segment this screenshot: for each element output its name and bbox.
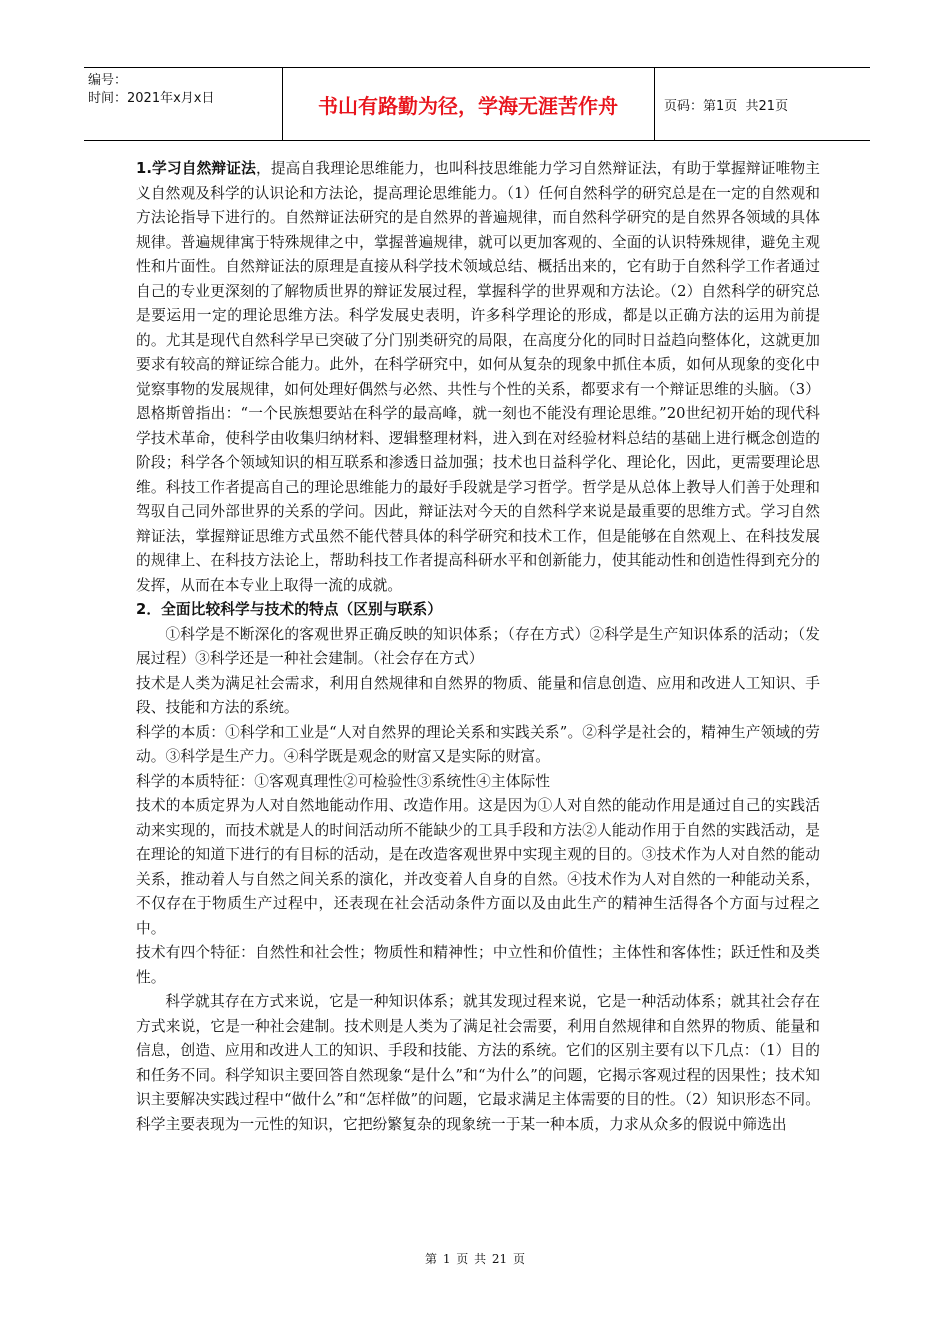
header-motto: 书山有路勤为径，学海无涯苦作舟 [318,93,618,118]
section-heading [136,598,820,623]
paragraph: 科学就其存在方式来说，它是一种知识体系；就其发现过程来说，它是一种活动体系；就其社会存在方式来说，它是一种社会建制。技术则是人类为了满足社会需要，利用自然规律和自然界的物质、能量和信息，创造、应用和改进人工的知识、手段和技能、方法的系统。它们的区别主要有以下几点：（1）目的和任务不同。科学知识主要回答自然现象“是什么”和“为什么”的问题，它揭示客观过程的因果性；技术知识主要解决实践过程中“做什么”和“怎样做”的问题，它最求满足主体需要的目的性。（2）知识形态不同。科学主要表现为一元性的知识，它把纷繁复杂的现象统一于某一种本质，力求从众多的假说中筛选出 [136,993,820,1133]
page-footer: 第 1 页 共 21 页 [425,1252,525,1266]
number-label: 编号： [88,73,128,88]
header-meta [88,72,214,108]
paragraph [136,157,820,598]
header-divider [654,68,655,140]
document-body [136,157,820,1137]
paragraph: 技术有四个特征：自然性和社会性；物质性和精神性；中立性和价值性；主体性和客体性；跃迁性和及类性。 [136,944,820,986]
section-heading: 1.学习自然辩证法 [136,160,256,177]
paragraph: 科学的本质特征：①客观真理性②可检验性③系统性④主体际性 [136,772,551,790]
document-header [84,67,870,141]
paragraph: 技术的本质定界为人对自然地能动作用、改造作用。这是因为①人对自然的能动作用是通过自己的实践活动来实现的，而技术就是人的时间活动所不能缺少的工具手段和方法②人能动作用于自然的实践活动，是在理论的知道下进行的有目标的活动，是在改造客观世界中实现主观的目的。③技术作为人对自然的能动关系，推动着人与自然之间关系的演化，并改变着人自身的自然。④技术作为人对自然的一种能动关系，不仅存在于物质生产过程中，还表现在社会活动条件方面以及由此生产的精神生活得各个方面与过程之中。 [136,797,820,937]
header-page-info: 页码：第1页 共21页 [664,98,789,114]
paragraph: 技术是人类为满足社会需求，利用自然规律和自然界的物质、能量和信息创造、应用和改进人工知识、手段、技能和方法的系统。 [136,674,820,716]
paragraph-text: ，提高自我理论思维能力，也叫科技思维能力学习自然辩证法，有助于掌握辩证唯物主义自然观及科学的认识论和方法论，提高理论思维能力。（1）任何自然科学的研究总是在一定的自然观和方法论指导下进行的。自然辩证法研究的是自然界的普遍规律，而自然科学研究的是自然界各领域的具体规律。普遍规律寓于特殊规律之中，掌握普遍规律，就可以更加客观的、全面的认识特殊规律，避免主观性和片面性。自然辩证法的原理是直接从科学技术领域总结、概括出来的，它有助于自然科学工作者通过自己的专业更深刻的了解物质世界的辩证发展过程，掌握科学的世界观和方法论。（2）自然科学的研究总是要运用一定的理论思维方法。科学发展史表明，许多科学理论的形成，都是以正确方法的运用为前提的。尤其是现代自然科学早已突破了分门别类研究的局限，在高度分化的同时日益趋向整体化，这就更加要求有较高的辩证综合能力。此外，在科学研究中，如何从复杂的现象中抓住本质，如何从现象的变化中觉察事物的发展规律，如何处理好偶然与必然、共性与个性的关系，都要求有一个辩证思维的头脑。（3）恩格斯曾指出：“一个民族想要站在科学的最高峰，就一刻也不能没有理论思维。”20世纪初开始的现代科学技术革命，使科学由收集归纳材料、逻辑整理材料，进入到在对经验材料总结的基础上进行概念创造的阶段；科学各个领域知识的相互联系和渗透日益加强；技术也日益科学化、理论化，因此，更需要理论思维。科技工作者提高自己的理论思维能力的最好手段就是学习哲学。哲学是从总体上教导人们善于处理和驾驭自己同外部世界的关系的学问。因此，辩证法对今天的自然科学来说是最重要的思维方式。学习自然辩证法，掌握辩证思维方式虽然不能代替具体的科学研究和技术工作，但是能够在自然观上、在科技发展的规律上、在科技方法论上，帮助科技工作者提高科研水平和创新能力，使其能动性和创造性得到充分的发挥，从而在本专业上取得一流的成就。 [136,160,820,594]
paragraph: ①科学是不断深化的客观世界正确反映的知识体系；（存在方式）②科学是生产知识体系的活动；（发展过程）③科学还是一种社会建制。（社会存在方式） [136,625,820,667]
section-heading-text: 2．全面比较科学与技术的特点（区别与联系） [136,601,443,618]
paragraph: 科学的本质：①科学和工业是“人对自然界的理论关系和实践关系”。②科学是社会的，精神生产领域的劳动。③科学是生产力。④科学既是观念的财富又是实际的财富。 [136,723,820,765]
date-label: 时间：2021年x月x日 [88,91,215,106]
